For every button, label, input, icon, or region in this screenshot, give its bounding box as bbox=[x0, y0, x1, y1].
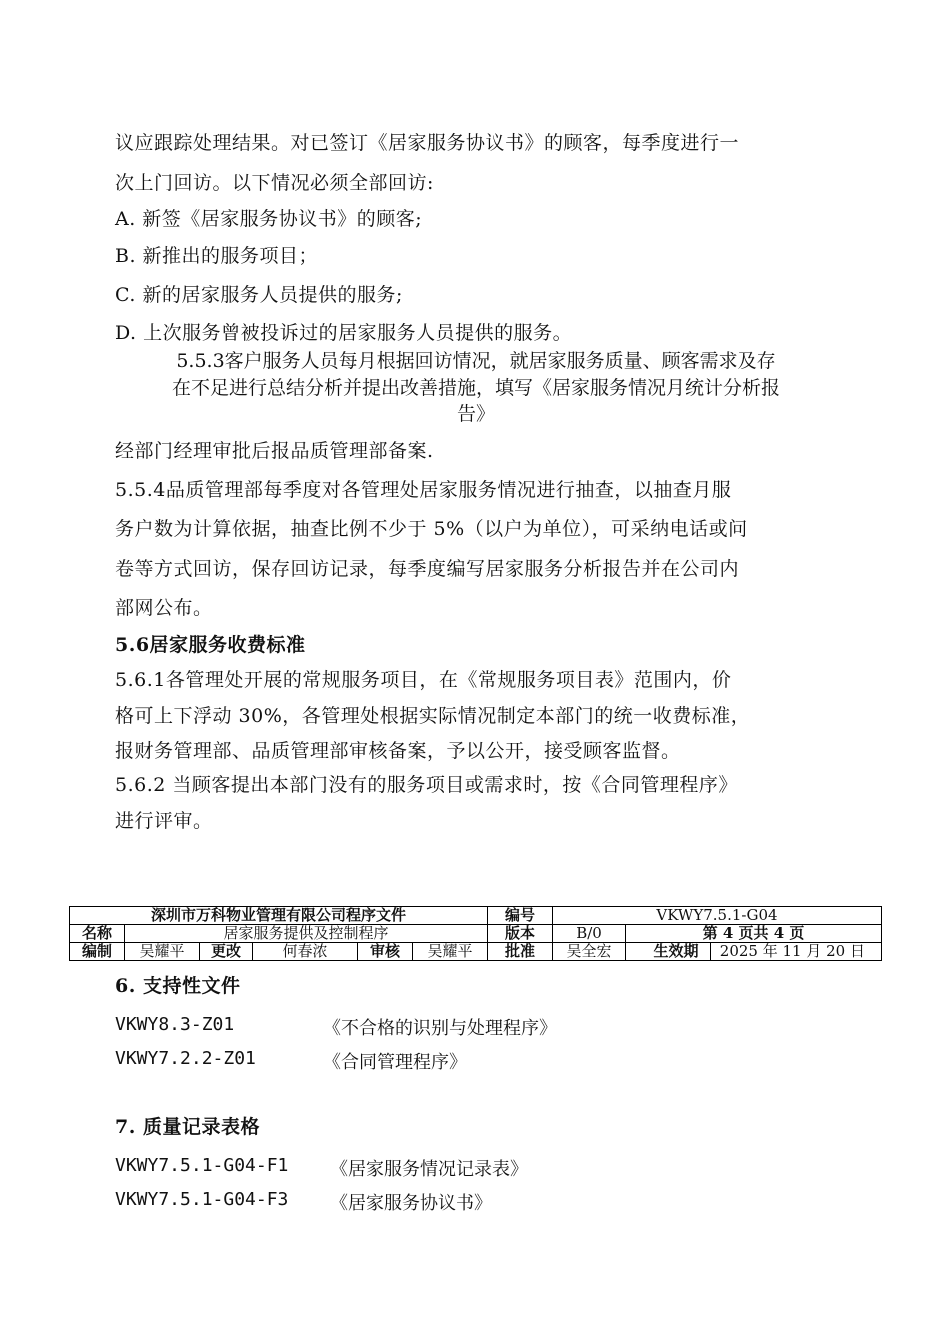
version-label: 版本 bbox=[488, 925, 553, 943]
list-item-c: C. 新的居家服务人员提供的服务; bbox=[115, 284, 403, 306]
footer-row-1 bbox=[70, 907, 882, 925]
approve-label: 批准 bbox=[488, 943, 553, 961]
effective-date: 2025 年 11 月 20 日 bbox=[719, 942, 865, 960]
s553-line-3: 告》 bbox=[456, 403, 495, 425]
s554-line-1: 5.5.4品质管理部每季度对各管理处居家服务情况进行抽查，以抽查月服 bbox=[115, 479, 732, 501]
footer-row-3 bbox=[70, 943, 882, 961]
body-line-1: 议应跟踪处理结果。对已签订《居家服务协议书》的顾客，每季度进行一 bbox=[115, 132, 740, 154]
section6-item-2-title: 《合同管理程序》 bbox=[323, 1052, 467, 1073]
section7-item-1-title: 《居家服务情况记录表》 bbox=[330, 1159, 528, 1180]
s553-line-1: 5.5.3客户服务人员每月根据回访情况，就居家服务质量、顾客需求及存 bbox=[176, 350, 776, 372]
author-label: 编制 bbox=[70, 943, 125, 961]
effective-cell bbox=[626, 943, 882, 961]
section6-item-1-code: VKWY8.3-Z01 bbox=[115, 1014, 235, 1035]
review-label: 审核 bbox=[358, 943, 413, 961]
code-label: 编号 bbox=[488, 907, 553, 925]
s561-line-2: 格可上下浮动 30%，各管理处根据实际情况制定本部门的统一收费标准， bbox=[115, 705, 751, 727]
page-info: 第 4 页共 4 页 bbox=[626, 925, 882, 943]
section7-item-2-title: 《居家服务协议书》 bbox=[330, 1193, 492, 1214]
body-line-2: 次上门回访。以下情况必须全部回访: bbox=[115, 172, 434, 194]
s554-line-4: 部网公布。 bbox=[115, 597, 213, 619]
section6-item-2-code: VKWY7.2.2-Z01 bbox=[115, 1048, 256, 1069]
list-item-b: B. 新推出的服务项目； bbox=[115, 245, 319, 267]
section7-item-2-code: VKWY7.5.1-G04-F3 bbox=[115, 1189, 289, 1210]
s562-line-1: 5.6.2 当顾客提出本部门没有的服务项目或需求时，按《合同管理程序》 bbox=[115, 774, 738, 796]
list-item-a: A. 新签《居家服务协议书》的顾客; bbox=[115, 208, 423, 230]
document-footer-table bbox=[69, 906, 882, 961]
s56-heading: 5.6居家服务收费标准 bbox=[115, 634, 306, 656]
s554-line-3: 卷等方式回访，保存回访记录，每季度编写居家服务分析报告并在公司内 bbox=[115, 558, 740, 580]
s553-line-2: 在不足进行总结分析并提出改善措施，填写《居家服务情况月统计分析报 bbox=[171, 377, 780, 399]
footer-row-2 bbox=[70, 925, 882, 943]
section6-item-1-title: 《不合格的识别与处理程序》 bbox=[323, 1018, 557, 1039]
approver-value: 吴全宏 bbox=[553, 943, 626, 961]
section7-heading: 7. 质量记录表格 bbox=[115, 1116, 260, 1138]
code-value: VKWY7.5.1-G04 bbox=[553, 907, 882, 925]
change-label: 更改 bbox=[200, 943, 253, 961]
list-item-d: D. 上次服务曾被投诉过的居家服务人员提供的服务。 bbox=[115, 322, 573, 344]
company-title: 深圳市万科物业管理有限公司程序文件 bbox=[70, 907, 488, 925]
section7-item-1-code: VKWY7.5.1-G04-F1 bbox=[115, 1155, 289, 1176]
s561-line-1: 5.6.1各管理处开展的常规服务项目，在《常规服务项目表》范围内，价 bbox=[115, 669, 732, 691]
section6-heading: 6. 支持性文件 bbox=[115, 975, 241, 997]
s554-line-2: 务户数为计算依据，抽查比例不少于 5%（以户为单位），可采纳电话或问 bbox=[115, 518, 748, 540]
reviewer-value: 吴耀平 bbox=[413, 943, 488, 961]
version-value: B/0 bbox=[553, 925, 626, 943]
effective-label: 生效期 bbox=[642, 943, 711, 960]
s562-line-2: 进行评审。 bbox=[115, 810, 213, 832]
name-label: 名称 bbox=[70, 925, 125, 943]
name-value: 居家服务提供及控制程序 bbox=[125, 925, 488, 943]
s561-line-3: 报财务管理部、品质管理部审核备案，予以公开，接受顾客监督。 bbox=[115, 740, 681, 762]
changer-value: 何春浓 bbox=[253, 943, 358, 961]
author-value: 吴耀平 bbox=[125, 943, 200, 961]
s553-tail: 经部门经理审批后报品质管理部备案. bbox=[115, 440, 434, 462]
